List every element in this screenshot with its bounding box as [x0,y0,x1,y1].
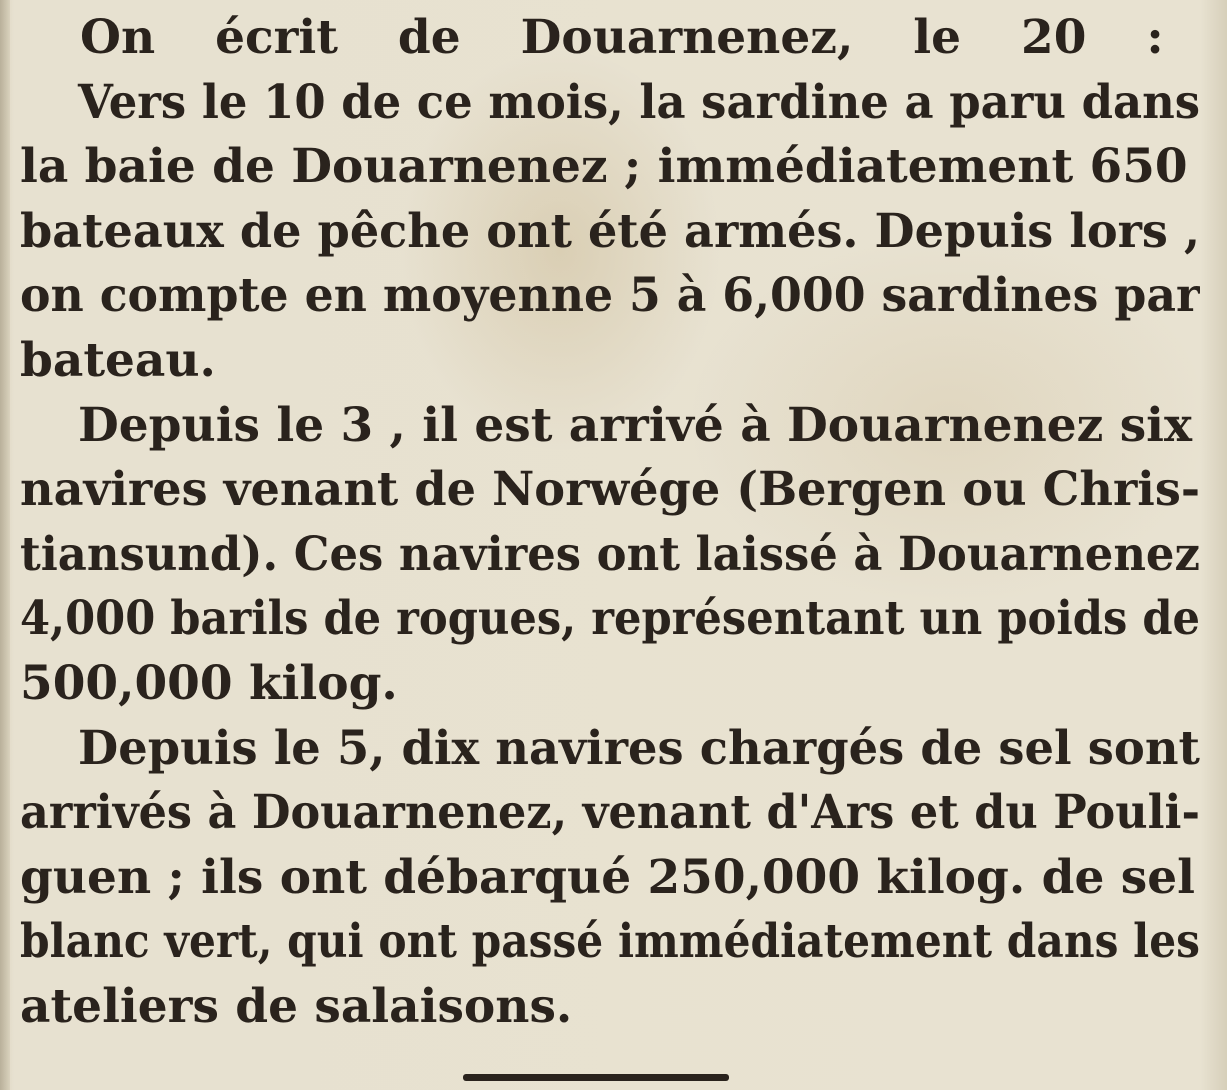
text-line: on compte en moyenne 5 à 6,000 sardines par [20,268,1200,324]
text-line: guen ; ils ont débarqué 250,000 kilog. de sel [20,849,1195,905]
text-line: 500,000 kilog. [20,655,398,711]
paragraph-norwegian-ships [20,394,1200,717]
text-line: navires venant de Norwége (Bergen ou Chris- [20,462,1200,518]
text-line: Vers le 10 de ce mois, la sardine a paru dans [78,74,1200,130]
text-line: 4,000 barils de rogues, représentant un poids de [20,591,1200,647]
text-line: blanc vert, qui ont passé immédiatement dans les [20,914,1200,970]
section-divider-rule [463,1074,729,1081]
text-line: Depuis le 5, dix navires chargés de sel sont [78,720,1200,776]
paragraph-sardine-fishing [20,71,1200,394]
column-edge-shadow [0,0,10,1090]
text-line: bateau. [20,332,216,388]
text-line: tiansund). Ces navires ont laissé à Douarnenez [20,526,1200,582]
text-line: arrivés à Douarnenez, venant d'Ars et du Pouli- [20,785,1200,841]
text-line: Depuis le 3 , il est arrivé à Douarnenez six [78,397,1193,453]
article-dateline: On écrit de Douarnenez, le 20 : [80,10,1164,65]
news-article [20,6,1200,1040]
text-line: bateaux de pêche ont été armés. Depuis lors , [20,203,1200,259]
text-line: la baie de Douarnenez ; immédiatement 650 [20,139,1188,195]
text-line: ateliers de salaisons. [20,978,573,1034]
paragraph-salt-ships [20,717,1200,1040]
